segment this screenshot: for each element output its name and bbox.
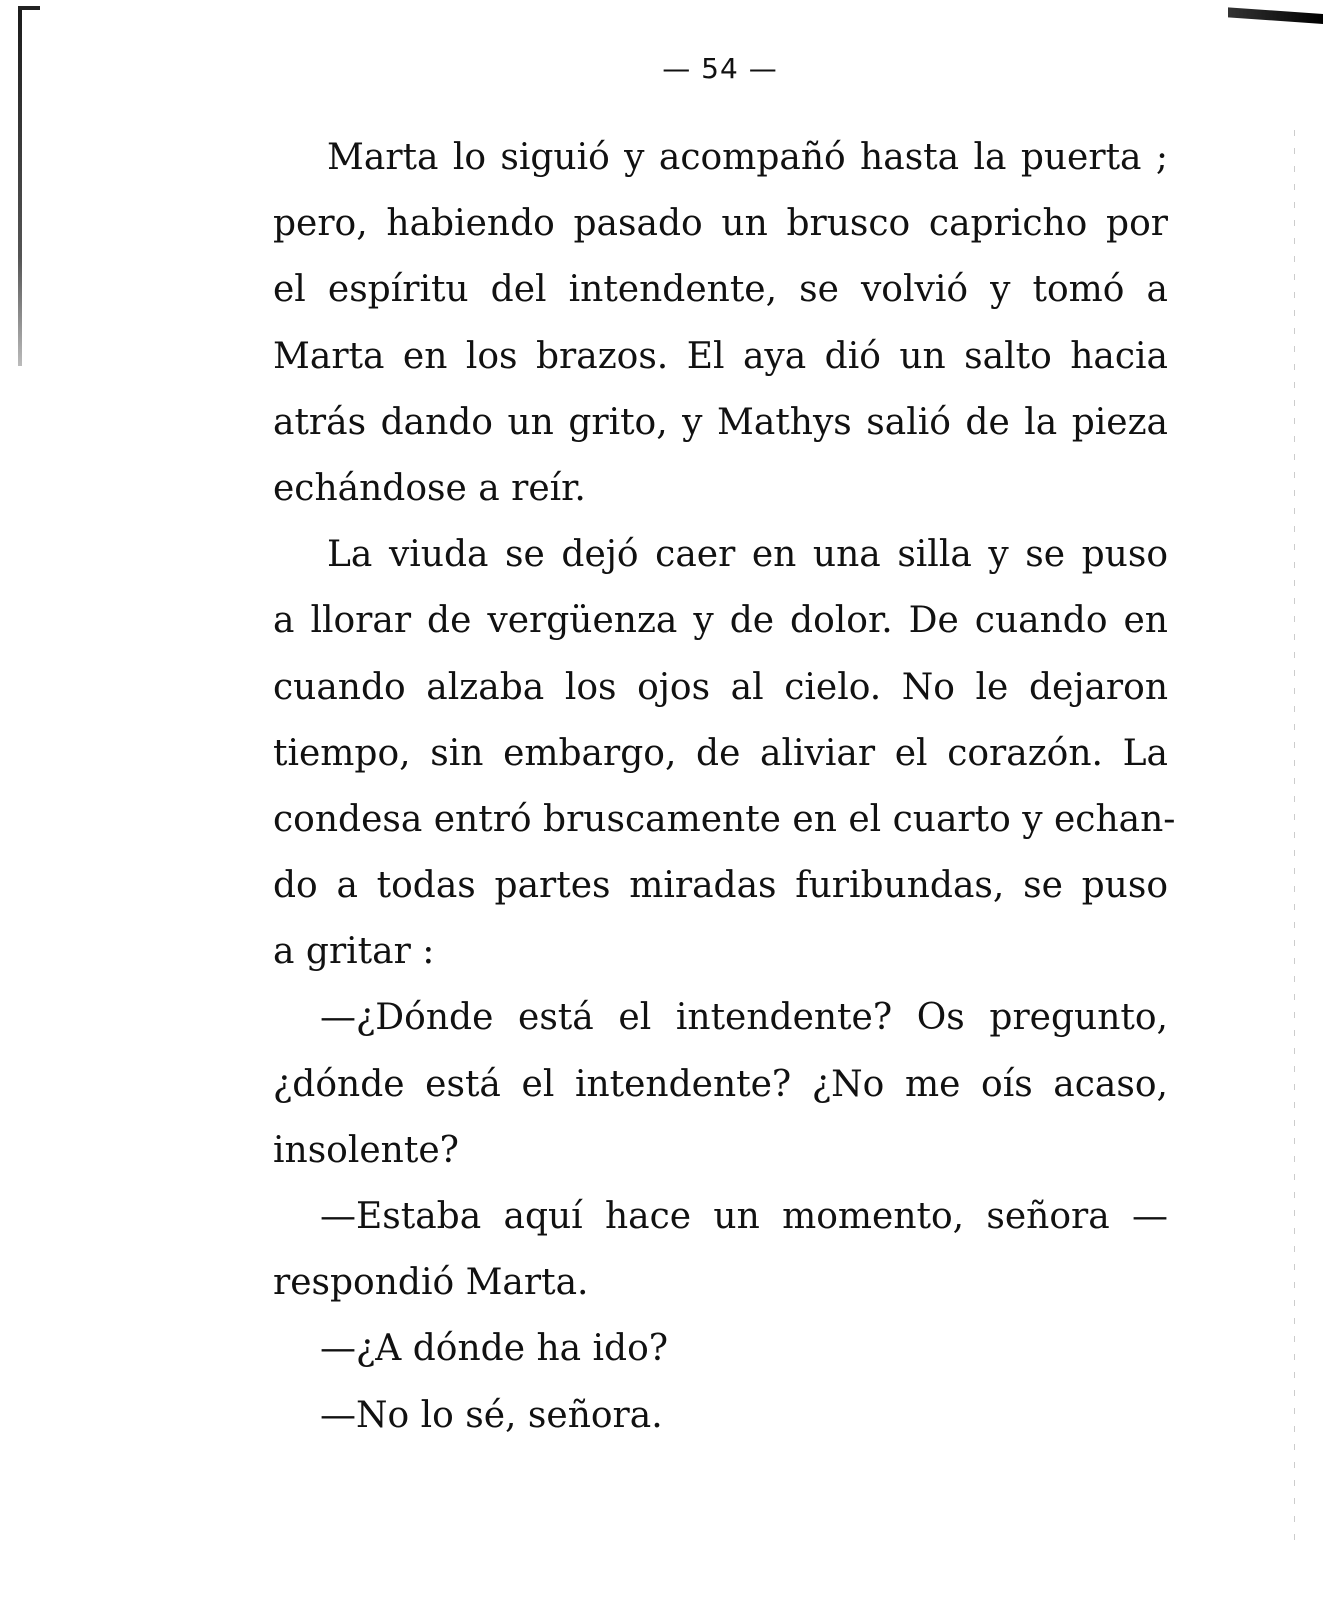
text-line: ¿dónde está el intendente? ¿No me oís acaso,	[273, 1063, 1168, 1105]
text-line: do a todas partes miradas furibundas, se puso	[273, 865, 1168, 907]
text-line: —¿A dónde ha ido?	[320, 1328, 669, 1370]
text-line: echándose a reír.	[273, 467, 586, 509]
body-text	[273, 125, 1176, 1449]
text-line: La viuda se dejó caer en una silla y se puso	[327, 534, 1168, 576]
text-line: a llorar de vergüenza y de dolor. De cuando en	[273, 600, 1168, 642]
text-line: respondió Marta.	[273, 1262, 589, 1304]
text-line: Marta lo siguió y acompañó hasta la puerta ;	[327, 137, 1168, 178]
scan-edge-right-top	[1228, 7, 1323, 24]
text-line: a gritar :	[273, 931, 435, 973]
text-line: —Estaba aquí hace un momento, señora —	[320, 1196, 1168, 1237]
text-line: cuando alzaba los ojos al cielo. No le dejaron	[273, 666, 1168, 708]
text-line: —No lo sé, señora.	[320, 1394, 663, 1436]
text-line: condesa entró bruscamente en el cuarto y echan-	[273, 798, 1176, 840]
text-line: pero, habiendo pasado un brusco capricho por	[273, 203, 1168, 245]
page-number: — 54 —	[662, 52, 778, 85]
scan-edge-left-top	[18, 6, 40, 10]
text-line: insolente?	[273, 1129, 459, 1171]
text-line: atrás dando un grito, y Mathys salió de la pieza	[273, 401, 1168, 443]
scan-edge-right	[1294, 130, 1295, 1550]
text-line: el espíritu del intendente, se volvió y tomó a	[273, 269, 1168, 311]
text-line: —¿Dónde está el intendente? Os pregunto,	[320, 997, 1168, 1039]
text-line: Marta en los brazos. El aya dió un salto hacia	[273, 335, 1168, 377]
text-line: tiempo, sin embargo, de aliviar el corazón. La	[273, 732, 1168, 774]
